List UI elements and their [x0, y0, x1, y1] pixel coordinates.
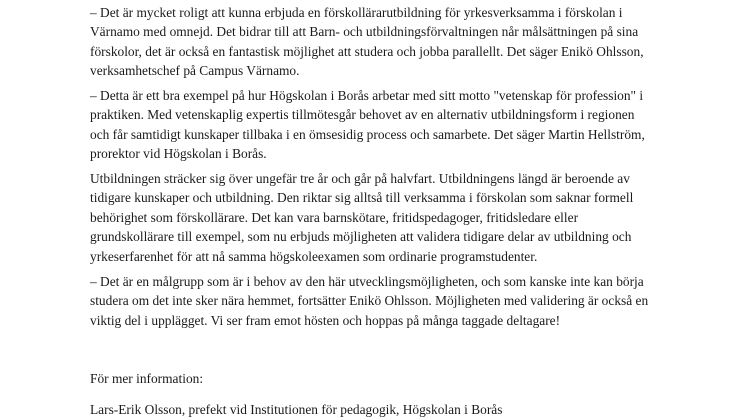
- paragraph-quote-martin-hellstroem: – Detta är ett bra exempel på hur Högskolan i Borås arbetar med sitt motto "vetenskap för profession" i praktiken. Med vetenskaplig expertis tillmötesgår behovet av en alternativ utbildningsform i regionen och får samtidigt kunskaper tillbaka i en ömsesidig process och samarbete. Det säger Martin Hellström, prorektor vid Högskolan i Borås.: [90, 88, 645, 162]
- more-information-heading: För mer information:: [90, 371, 204, 386]
- paragraph-quote-enikoe-ohlsson: – Det är mycket roligt att kunna erbjuda en förskollärarutbildning för yrkesverksamma i förskolan i Värnamo med omnejd. Det bidrar till att Barn- och utbildningsförvaltningen når målsättningen på sina förskolor, det är också en fantastisk möjlighet att studera och jobba parallellt. Det säger Enikö Ohlsson, verksamhetschef på Campus Värnamo.: [90, 5, 644, 79]
- paragraph-quote-target-group: – Det är en målgrupp som är i behov av den här utvecklingsmöjligheten, och som kanske inte kan börja studera om det inte sker nära hemmet, fortsätter Enikö Ohlsson. Möjligheten med validering är också en viktig del i upplägget. Vi ser fram emot hösten och hoppas på många taggade deltagare!: [90, 274, 649, 328]
- paragraph-program-description: Utbildningen sträcker sig över ungefär tre år och går på halvfart. Utbildningens längd är beroende av tidigare kunskaper och utbildning. Den riktar sig alltså till verksamma i förskolan som saknar formell behörighet som förskollärare. Det kan vara barnskötare, fritidspedagoger, fritidsledare eller grundskollärare till exempel, som nu erbjuds möjligheten att validera tidigare delar av utbildning och yrkeserfarenhet för att nå samma högskoleexamen som ordinarie programstudenter.: [90, 171, 634, 264]
- contact-line: Lars-Erik Olsson, prefekt vid Institutionen för pedagogik, Högskolan i Borås: [90, 402, 503, 417]
